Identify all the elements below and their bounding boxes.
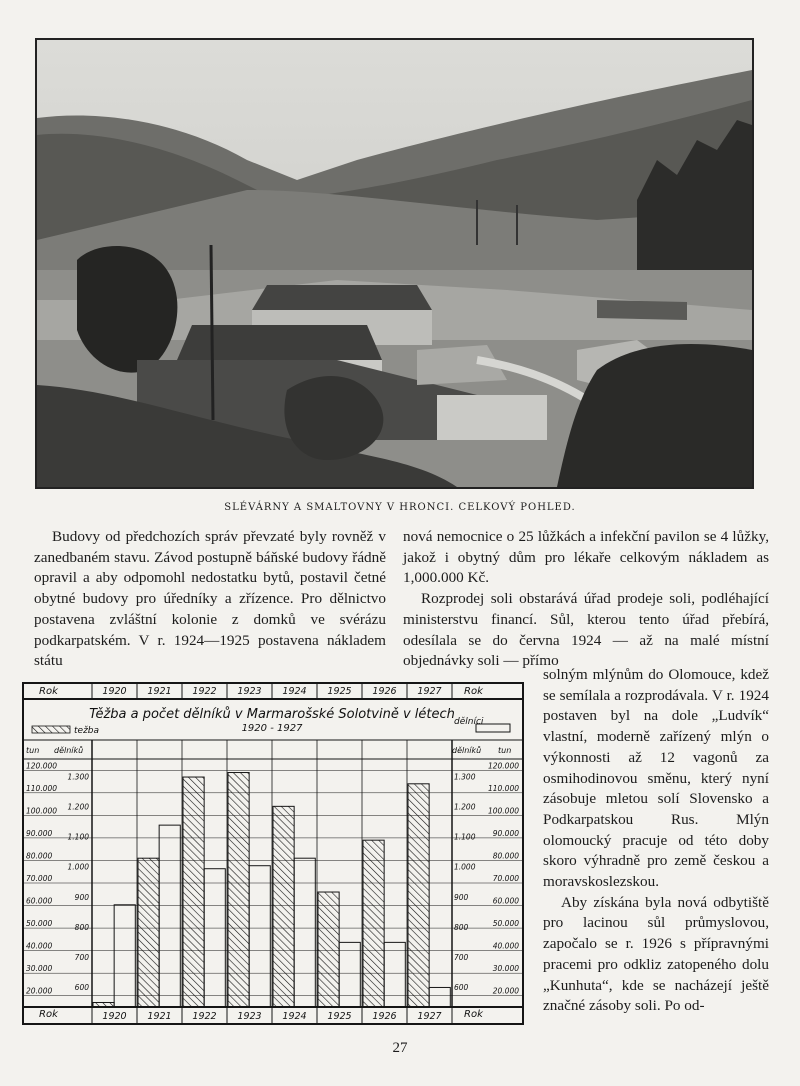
left-tezba-tick: 120.000 [26, 761, 58, 771]
header-year-label: 1922 [192, 686, 217, 697]
footer-year-label: 1921 [147, 1011, 172, 1022]
left-tezba-tick: 40.000 [26, 941, 53, 951]
right-tezba-tick: 60.000 [492, 896, 519, 906]
header-right-label: Rok [464, 686, 483, 697]
footer-year-label: 1925 [327, 1011, 352, 1022]
left-delnici-tick: 1.000 [67, 862, 89, 872]
header-year-label: 1921 [147, 686, 172, 697]
footer-year-label: 1922 [192, 1011, 217, 1022]
header-year-label: 1924 [282, 686, 307, 697]
legend-delnici-label: dělníci [454, 717, 484, 727]
right-delnici-tick: 700 [454, 952, 469, 962]
left-tezba-tick: 80.000 [26, 851, 53, 861]
tezba-bar [408, 784, 429, 1007]
footer-year-label: 1920 [102, 1011, 127, 1022]
left-delnici-tick: 700 [74, 952, 89, 962]
tezba-bar [138, 858, 159, 1007]
delnici-bar [114, 905, 135, 1007]
footer-year-label: 1927 [417, 1011, 442, 1022]
right-tezba-tick: 80.000 [492, 851, 519, 861]
paragraph-new-outlets: Aby získána byla nová odbytiště pro lacinou sůl průmyslovou, započalo se r. 1926 s přípravnými pracemi pro odkliz zatopeného dolu „Kunhuta“, kde se nacházejí ještě značné zásoby soli. Po od- [543, 893, 769, 1015]
left-tezba-tick: 20.000 [26, 986, 53, 996]
text-column-narrow [543, 665, 769, 1017]
left-tezba-tick: 70.000 [26, 874, 53, 883]
chart-subtitle: 1920 - 1927 [241, 723, 303, 734]
header-year-label: 1926 [372, 686, 397, 697]
right-tezba-tick: 120.000 [487, 761, 519, 771]
page-number: 27 [392, 1040, 408, 1056]
left-delnici-tick: 800 [74, 922, 89, 932]
delnici-bar [429, 987, 450, 1007]
left-axis-delniku: dělníků [54, 746, 84, 755]
left-delnici-tick: 1.100 [67, 832, 89, 842]
left-delnici-tick: 900 [74, 892, 89, 902]
footer-left-label: Rok [39, 1009, 58, 1020]
left-tezba-tick: 50.000 [26, 919, 53, 929]
footer-right-label: Rok [464, 1009, 483, 1020]
right-axis-delniku: dělníků [452, 746, 482, 755]
chart-title: Těžba a počet dělníků v Marmarošské Solotvině v létech [89, 707, 455, 722]
header-year-label: 1920 [102, 686, 127, 697]
tezba-bar [273, 806, 294, 1007]
left-tezba-tick: 60.000 [26, 896, 53, 906]
tezba-bar [183, 777, 204, 1007]
right-tezba-tick: 40.000 [492, 941, 519, 951]
header-year-label: 1925 [327, 686, 352, 697]
right-tezba-tick: 110.000 [487, 783, 519, 793]
left-tezba-tick: 30.000 [26, 964, 53, 974]
legend-tezba-label: težba [74, 726, 100, 736]
right-delnici-tick: 1.200 [454, 802, 476, 812]
right-axis-tun: tun [498, 746, 512, 755]
right-tezba-tick: 100.000 [487, 806, 519, 816]
left-axis-tun: tun [26, 746, 40, 755]
footer-year-label: 1923 [237, 1011, 262, 1022]
left-delnici-tick: 1.300 [67, 772, 89, 782]
photo-caption: SLÉVÁRNY A SMALTOVNY V HRONCI. CELKOVÝ POHLED. [224, 502, 576, 513]
right-tezba-tick: 70.000 [492, 874, 519, 883]
text-column-left [34, 527, 386, 672]
paragraph-buildings: Budovy od předchozích správ převzaté byly rovněž v zanedbaném stavu. Závod postupně báňské budovy řádně opravil a aby odpomohl nedostatku bytů, postavil četné obytné budovy pro úředníky a zřízence. Pro dělnictvo postavena zvláštní kolonie z domků ve svérázu podkarpatském. V r. 1924—1925 postavena nákladem státu [34, 528, 386, 670]
paragraph-salt-mill: solným mlýnům do Olomouce, kdež se semílala a rozprodávala. V r. 1924 postaven byl na dole „Ludvík“ vlastní, moderně zařízený mlýn o výkonnosti až 12 vagonů za osmihodinovou směnu, který nyní zásobuje mletou solí Slovensko a Podkarpatskou Rus. Mlýn olomoucký pracuje od této doby skoro výhradně pro země českou a moravskoslezskou. [543, 666, 769, 891]
delnici-bar [204, 869, 225, 1007]
left-tezba-tick: 100.000 [26, 806, 58, 816]
right-delnici-tick: 1.300 [454, 772, 476, 782]
tezba-bar [93, 1002, 114, 1007]
right-tezba-tick: 30.000 [492, 964, 519, 974]
delnici-bar [294, 858, 315, 1007]
footer-year-label: 1926 [372, 1011, 397, 1022]
right-delnici-tick: 600 [454, 982, 469, 992]
paragraph-hospital: nová nemocnice o 25 lůžkách a infekční pavilon se 4 lůžky, jakož i obytný dům pro lékaře celkovým nákladem as 1,000.000 Kč. [403, 528, 769, 587]
right-delnici-tick: 1.100 [454, 832, 476, 842]
right-delnici-tick: 1.000 [454, 862, 476, 872]
right-tezba-tick: 50.000 [492, 919, 519, 929]
tezba-bar [318, 892, 339, 1007]
header-year-label: 1927 [417, 686, 442, 697]
delnici-bar [339, 942, 360, 1007]
delnici-bar [249, 866, 270, 1007]
right-tezba-tick: 90.000 [492, 828, 519, 838]
header-left-label: Rok [39, 686, 58, 697]
hronec-landscape-photo [35, 38, 754, 489]
left-delnici-tick: 1.200 [67, 802, 89, 812]
header-year-label: 1923 [237, 686, 262, 697]
delnici-bar [159, 825, 180, 1007]
left-tezba-tick: 110.000 [26, 783, 58, 793]
left-tezba-tick: 90.000 [26, 828, 53, 838]
left-delnici-tick: 600 [74, 982, 89, 992]
tezba-bar [363, 840, 384, 1007]
paragraph-salt-sales: Rozprodej soli obstarává úřad prodeje soli, podléhající ministerstvu financí. Sůl, kterou tento úřad přebírá, odesílala se do června 1924 — až na malé místní objednávky soli — přímo [403, 590, 769, 670]
legend-tezba-swatch [32, 726, 70, 733]
right-delnici-tick: 900 [454, 892, 469, 902]
delnici-bar [384, 942, 405, 1007]
right-tezba-tick: 20.000 [492, 986, 519, 996]
tezba-bar [228, 773, 249, 1007]
right-delnici-tick: 800 [454, 922, 469, 932]
text-column-right [403, 527, 769, 672]
salt-production-chart [22, 682, 524, 1025]
footer-year-label: 1924 [282, 1011, 307, 1022]
